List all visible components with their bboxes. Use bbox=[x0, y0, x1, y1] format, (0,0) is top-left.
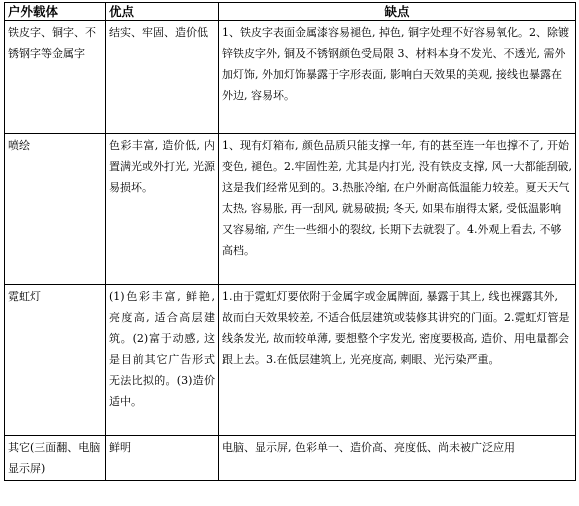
comparison-table bbox=[4, 2, 576, 481]
cons-cell: 电脑、显示屏, 色彩单一、造价高、亮度低、尚未被广泛应用 bbox=[219, 436, 576, 481]
table-row bbox=[5, 134, 576, 285]
carrier-cell: 其它(三面翻、电脑显示屏) bbox=[5, 436, 106, 481]
header-row bbox=[5, 3, 576, 21]
table-row bbox=[5, 436, 576, 481]
pros-cell: 结实、牢固、造价低 bbox=[106, 21, 219, 134]
pros-cell: (1)色彩丰富, 鲜艳, 亮度高, 适合高层建筑。(2)富于动感, 这是目前其它广告形式无法比拟的。(3)造价适中。 bbox=[106, 285, 219, 436]
table-row bbox=[5, 21, 576, 134]
cons-cell: 1.由于霓虹灯要依附于金属字或金属牌面, 暴露于其上, 线也裸露其外, 故而白天效果较差, 不适合低层建筑或装修其讲究的门面。2.霓虹灯管是线条发光, 故而较单薄, 要想整个字发光, 密度要极高, 造价、用电量都会跟上去。3.在低层建筑上, 光亮度高, 刺眼、光污染严重。 bbox=[219, 285, 576, 436]
carrier-cell: 铁皮字、铜字、不锈钢字等金属字 bbox=[5, 21, 106, 134]
pros-cell: 色彩丰富, 造价低, 内置满光或外打光, 光源易损坏。 bbox=[106, 134, 219, 285]
cons-cell: 1、铁皮字表面金属漆容易褪色, 掉色, 铜字处理不好容易氧化。2、除镀锌铁皮字外, 铜及不锈钢颜色受局限 3、材料本身不发光、不透光, 需外加灯饰, 外加灯饰暴露于字形表面, 影响白天效果的美观, 接线也暴露在外边, 容易坏。 bbox=[219, 21, 576, 134]
pros-cell: 鲜明 bbox=[106, 436, 219, 481]
carrier-cell: 霓虹灯 bbox=[5, 285, 106, 436]
header-cons: 缺点 bbox=[219, 3, 576, 21]
header-pros: 优点 bbox=[106, 3, 219, 21]
carrier-cell: 喷绘 bbox=[5, 134, 106, 285]
table-row bbox=[5, 285, 576, 436]
header-carrier: 户外载体 bbox=[5, 3, 106, 21]
cons-cell: 1、现有灯箱布, 颜色品质只能支撑一年, 有的甚至连一年也撑不了, 开始变色, 褪色。2.牢固性差, 尤其是内打光, 没有铁皮支撑, 风一大都能刮破, 这是我们经常见到的。3.热胀冷缩, 在户外耐高低温能力较差。夏天天气太热, 容易胀, 再一刮风, 就易破损; 冬天, 如果布崩得太紧, 受低温影响又容易缩, 产生一些细小的裂纹, 长期下去就裂了。4.外观上看去, 不够高档。 bbox=[219, 134, 576, 285]
